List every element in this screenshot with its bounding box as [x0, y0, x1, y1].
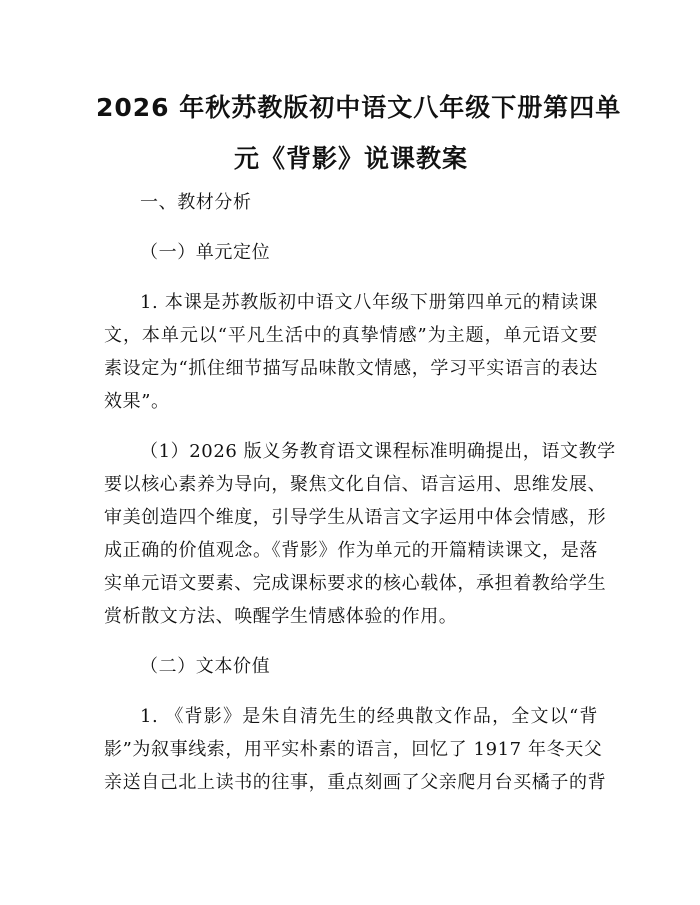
paragraph-standard-line-1: （1）2026 版义务教育语文课程标准明确提出，语文教学 — [140, 441, 616, 462]
heading-teaching-material-analysis: 一、教材分析 — [140, 192, 252, 213]
paragraph-unit-line-1: 1. 本课是苏教版初中语文八年级下册第四单元的精读课 — [140, 292, 598, 313]
document-title-line-1: 2026 年秋苏教版初中语文八年级下册第四单 — [96, 93, 622, 122]
paragraph-standard-line-5: 实单元语文要素、完成课标要求的核心载体，承担着教给学生 — [104, 573, 607, 594]
paragraph-text-value-line-3: 亲送自己北上读书的往事，重点刻画了父亲爬月台买橘子的背 — [104, 772, 607, 793]
document-title-line-2: 元《背影》说课教案 — [233, 144, 468, 173]
subheading-unit-positioning: （一）单元定位 — [140, 242, 271, 263]
paragraph-standard-line-4: 成正确的价值观念。《背影》作为单元的开篇精读课文，是落 — [104, 540, 598, 561]
paragraph-text-value-line-2: 影”为叙事线索，用平实朴素的语言，回忆了 1917 年冬天父 — [104, 739, 603, 760]
paragraph-standard-line-3: 审美创造四个维度，引导学生从语言文字运用中体会情感，形 — [104, 507, 607, 528]
paragraph-unit-line-2: 文，本单元以“平凡生活中的真挚情感”为主题，单元语文要 — [104, 325, 598, 346]
paragraph-text-value-line-1: 1. 《背影》是朱自清先生的经典散文作品，全文以“背 — [140, 706, 598, 727]
paragraph-standard-line-2: 要以核心素养为导向，聚焦文化自信、语言运用、思维发展、 — [104, 474, 607, 495]
paragraph-standard-line-6: 赏析散文方法、唤醒学生情感体验的作用。 — [104, 606, 458, 627]
subheading-text-value: （二）文本价值 — [140, 656, 271, 677]
paragraph-unit-line-4: 效果”。 — [104, 391, 170, 412]
paragraph-unit-line-3: 素设定为“抓住细节描写品味散文情感，学习平实语言的表达 — [104, 358, 598, 379]
